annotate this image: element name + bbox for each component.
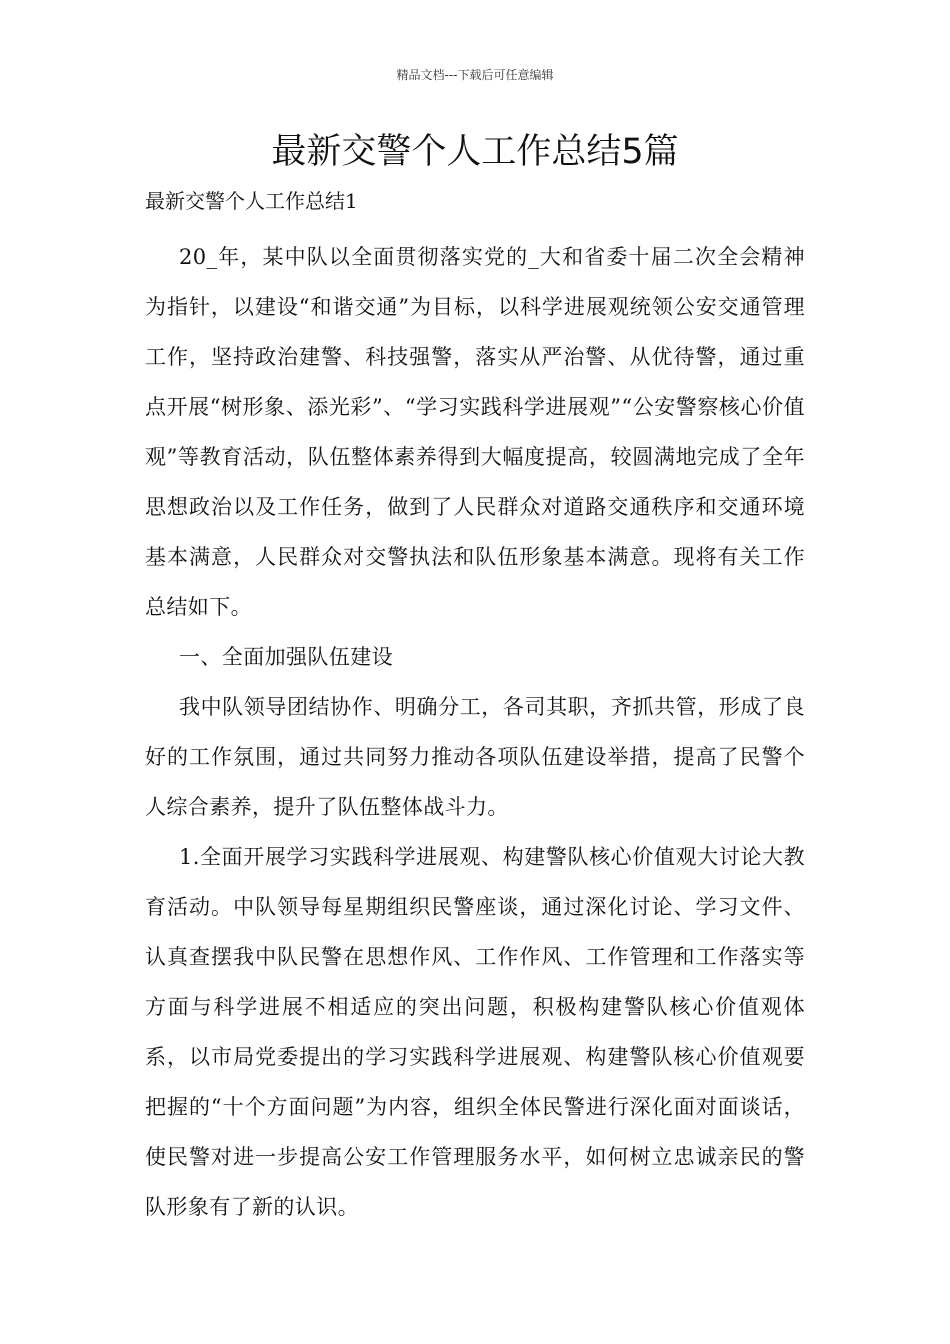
paragraph-team: 我中队领导团结协作、明确分工，各司其职，齐抓共管，形成了良好的工作氛围，通过共同努力推动各项队伍建设举措，提高了民警个人综合素养，提升了队伍整体战斗力。	[145, 695, 805, 819]
document-title: 最新交警个人工作总结5篇	[271, 132, 679, 172]
header-note: 精品文档---下载后可任意编辑	[396, 68, 554, 82]
paragraph-intro: 20_年，某中队以全面贯彻落实党的_大和省委十届二次全会精神为指针，以建设“和谐交通”为目标，以科学进展观统领公安交通管理工作，坚持政治建警、科技强警，落实从严治警、从优待警，通过重点开展“树形象、添光彩”、“学习实践科学进展观”“公安警察核心价值观”等教育活动，队伍整体素养得到大幅度提高，较圆满地完成了全年思想政治以及工作任务，做到了人民群众对道路交通秩序和交通环境基本满意，人民群众对交警执法和队伍形象基本满意。现将有关工作总结如下。	[145, 245, 805, 619]
section-heading: 一、全面加强队伍建设	[179, 645, 393, 669]
section-subtitle: 最新交警个人工作总结1	[145, 189, 358, 213]
document-body	[145, 182, 805, 1232]
paragraph-item-1: 1.全面开展学习实践科学进展观、构建警队核心价值观大讨论大教育活动。中队领导每星期组织民警座谈，通过深化讨论、学习文件、认真查摆我中队民警在思想作风、工作作风、工作管理和工作落实等方面与科学进展不相适应的突出问题，积极构建警队核心价值观体系，以市局党委提出的学习实践科学进展观、构建警队核心价值观要把握的“十个方面问题”为内容，组织全体民警进行深化面对面谈话，使民警对进一步提高公安工作管理服务水平，如何树立忠诚亲民的警队形象有了新的认识。	[145, 845, 805, 1219]
